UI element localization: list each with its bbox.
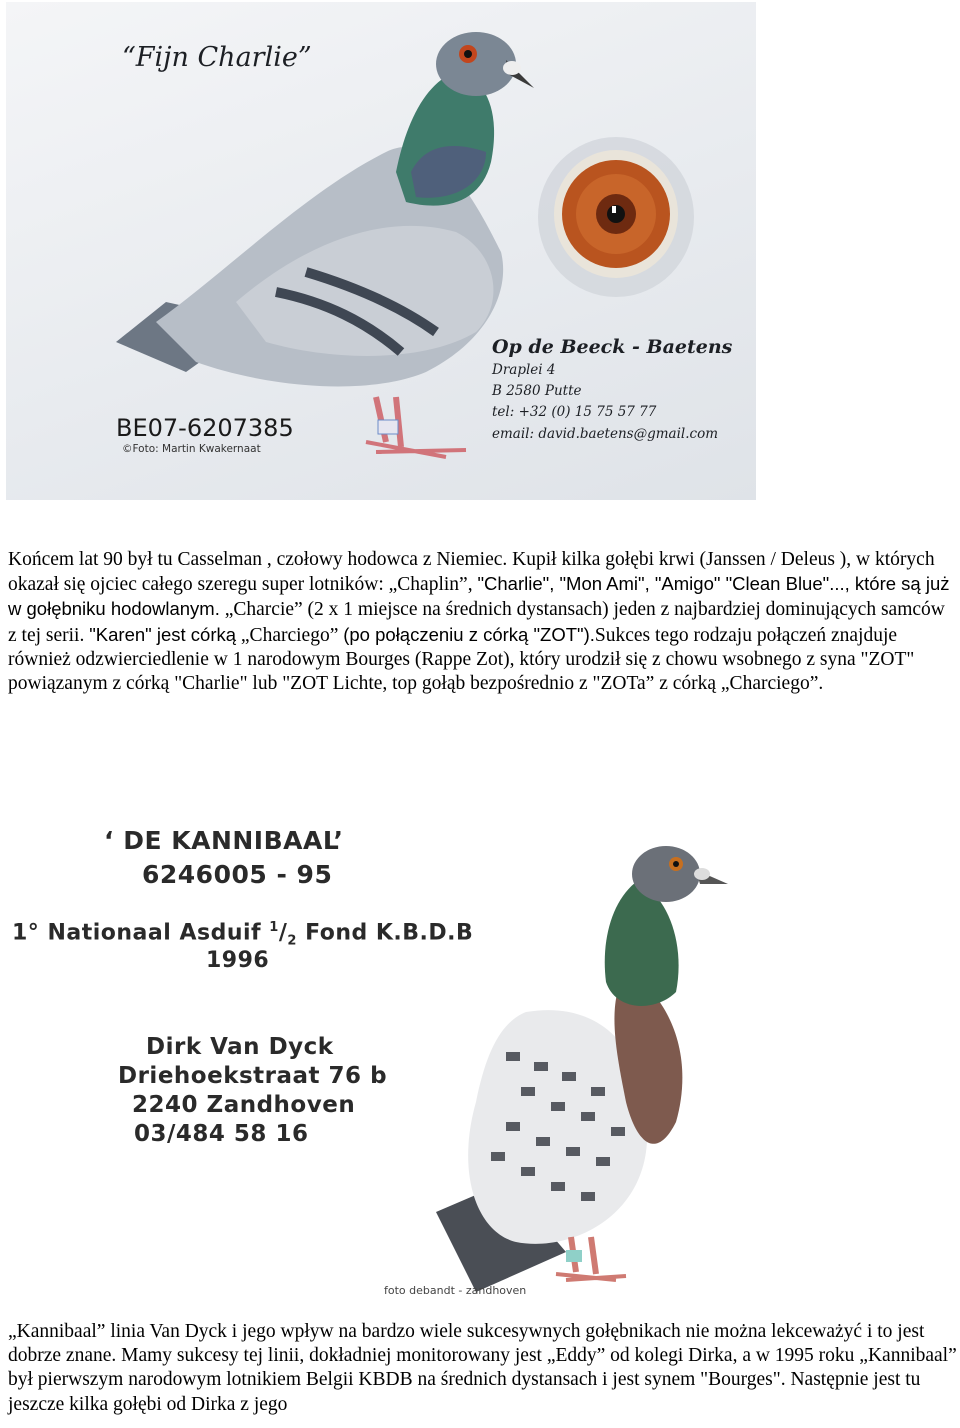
owner-street: Driehoekstraat 76 b (118, 1063, 388, 1089)
paragraph-1-segment: "Karen" jest córką (89, 623, 237, 645)
paragraph-1-segment: (po połączeniu z córką "ZOT"). (343, 623, 595, 645)
paragraph-1-segment: „Charciego” (236, 624, 344, 646)
achievement-line: 1° Nationaal Asduif $^1/_2$ Fond K.B.D.B (12, 920, 474, 949)
ring-number: BE07-6207385 (116, 414, 294, 442)
article-paragraph-1 (8, 548, 958, 696)
pigeon-name-title: ‘ DE KANNIBAAL’ (104, 826, 344, 855)
article-paragraph-2: „Kannibaal” linia Van Dyck i jego wpływ na bardzo wiele sukcesywnych gołębnikach nie można lekceważyć i to jest dobrze znane. Mamy sukcesy tej linii, dokładniej monitorowany jest „Eddy” od kolegi Dirka, a w 1995 roku „Kannibaal” był pierwszym narodowym lotnikiem Belgii KBDB na średnich dystansach i jest synem "Bourges". Następnie jest tu jeszcze kilka gołębi od Dirka z jego (8, 1321, 957, 1415)
owner-phone: 03/484 58 16 (134, 1121, 309, 1147)
paragraph-1-segment: "Charlie", "Mon Ami", "Amigo" "Clean Blue"..., które są już w gołębniku hodowlanym. (8, 573, 950, 620)
ring-number: 6246005 - 95 (142, 860, 333, 889)
breeder-name: Op de Beeck - Baetens (492, 336, 733, 358)
owner-name: Dirk Van Dyck (146, 1034, 334, 1060)
breeder-street: Draplei 4 (492, 362, 556, 378)
fraction-denominator: 2 (287, 933, 297, 949)
achievement-prefix: 1° Nationaal Asduif (12, 920, 270, 946)
breeder-city: B 2580 Putte (492, 383, 582, 399)
breeder-phone: tel: +32 (0) 15 75 57 77 (492, 404, 657, 420)
paragraph-1-segment: Końcem lat 90 był tu Casselman , czołowy hodowca z Niemiec. Kupił kilka gołębi krwi (Janssen / Deleus ), w których okazał się ojciec całego szeregu super lotników: „Chaplin”, (8, 549, 935, 596)
breeder-email: email: david.baetens@gmail.com (492, 426, 719, 442)
photo-credit: foto debandt - zandhoven (384, 1284, 527, 1297)
owner-city: 2240 Zandhoven (132, 1092, 356, 1118)
photo-credit: ©Foto: Martin Kwakernaat (122, 443, 261, 455)
paragraph-1-segment: „Charcie” (2 x 1 miejsce na średnich dystansach) jeden z najbardziej dominujących samców z tej serii. (8, 599, 945, 646)
pigeon-photo-de-kannibaal (6, 822, 736, 1304)
achievement-year: 1996 (206, 948, 270, 973)
paragraph-1-segment: Sukces tego rodzaju połączeń znajduje również odzwierciedlenie w 1 narodowym Bourges (Rappe Zot), który urodził się z chowu wsobnego z syna "ZOT" powiązanym z córką "Charlie" lub "ZOT Lichte, top gołąb bezpośrednio z "ZOTa” z córką „Charciego”. (8, 624, 915, 695)
pigeon-photo-fijn-charlie (6, 2, 756, 500)
pigeon-name-title: “Fijn Charlie” (122, 42, 312, 73)
achievement-suffix: Fond K.B.D.B (296, 920, 474, 946)
fraction-numerator: 1 (269, 920, 279, 935)
